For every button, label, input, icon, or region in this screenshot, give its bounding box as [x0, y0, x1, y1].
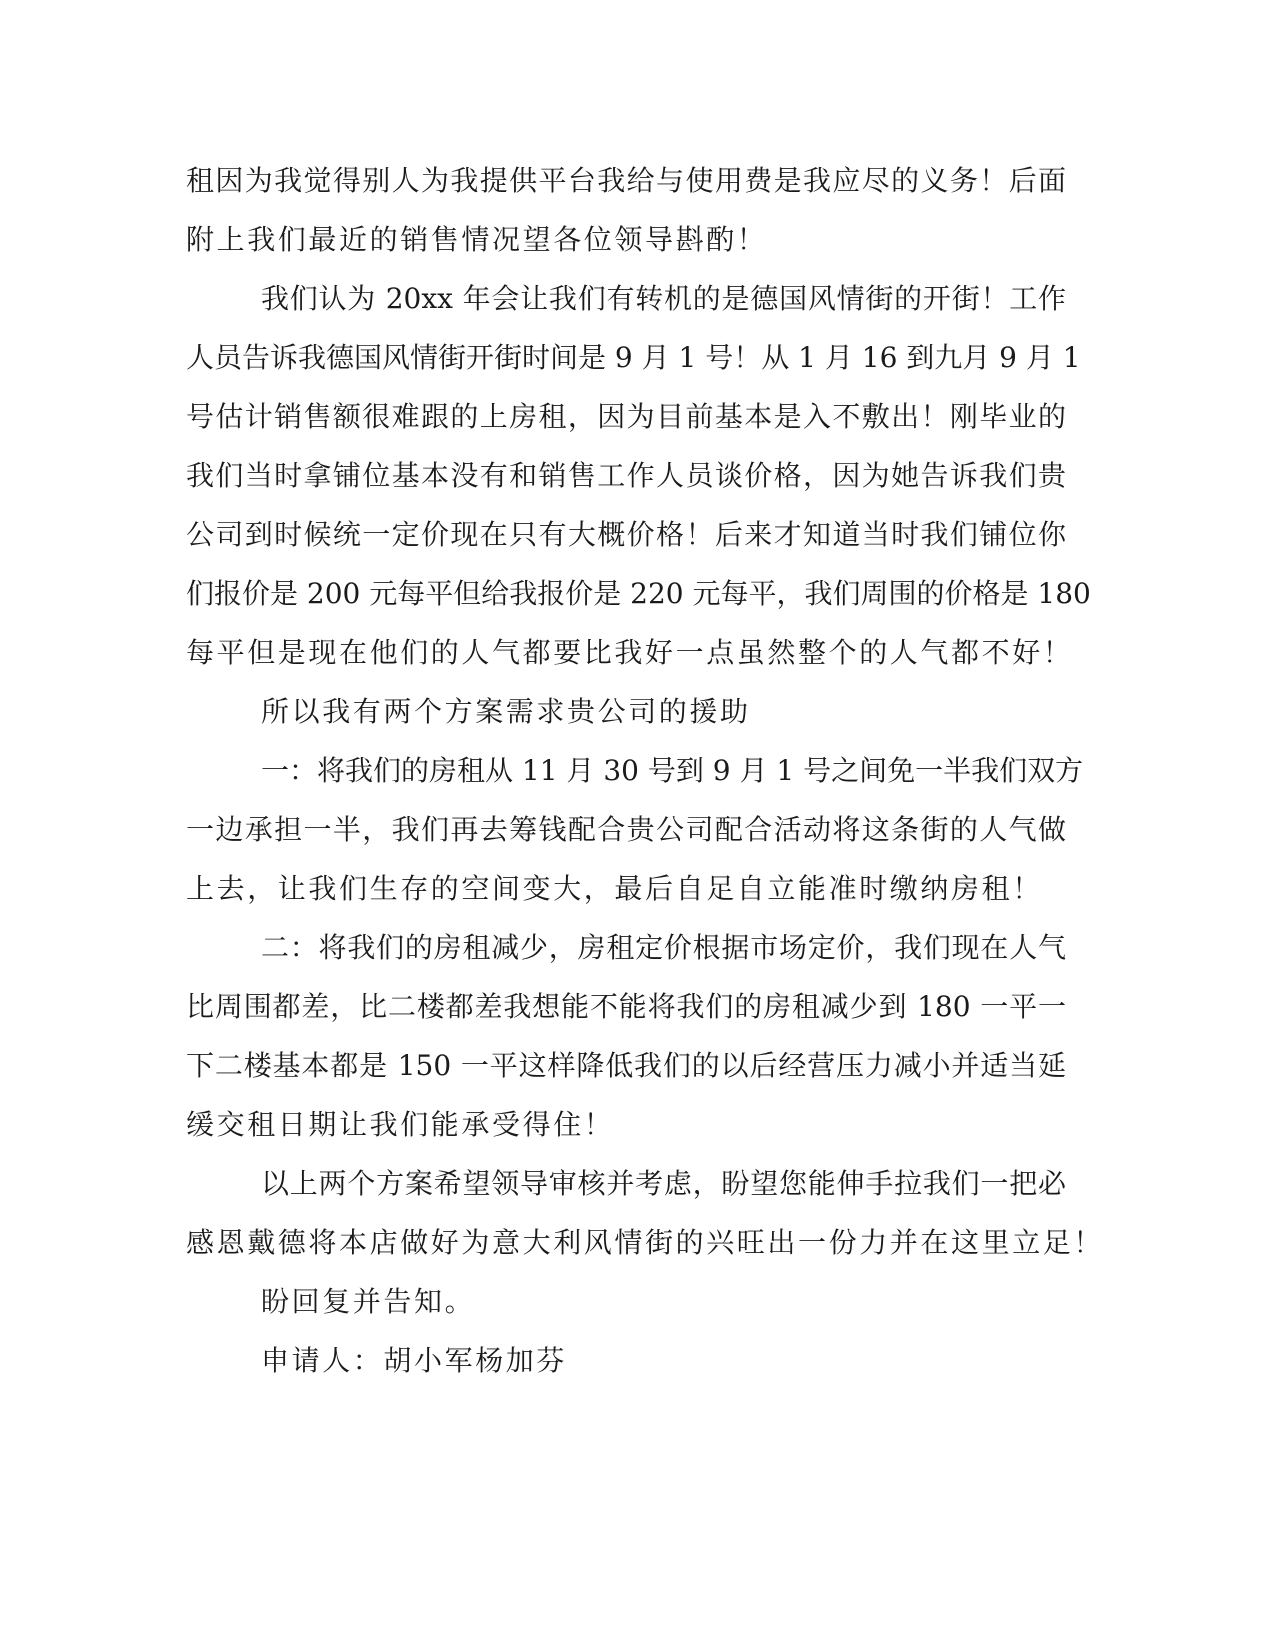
text-line: 一边承担一半，我们再去筹钱配合贵公司配合活动将这条街的人气做 — [186, 813, 1066, 846]
text-line: 人员告诉我德国风情街开街时间是 9 月 1 号！从 1 月 16 到九月 9 月 1 — [186, 341, 1081, 374]
paragraph-start-line: 二：将我们的房租减少，房租定价根据市场定价，我们现在人气 — [261, 931, 1066, 964]
text-line: 租因为我觉得别人为我提供平台我给与使用费是我应尽的义务！后面 — [186, 164, 1066, 197]
paragraph-start-line: 一：将我们的房租从 11 月 30 号到 9 月 1 号之间免一半我们双方 — [261, 754, 1084, 787]
text-line: 号估计销售额很难跟的上房租，因为目前基本是入不敷出！刚毕业的 — [186, 400, 1066, 433]
text-line: 附上我们最近的销售情况望各位领导斟酌！ — [186, 223, 768, 256]
applicant-signature-line: 申请人：胡小军杨加芬 — [261, 1344, 568, 1377]
text-line: 缓交租日期让我们能承受得住！ — [186, 1108, 615, 1141]
paragraph-start-line: 以上两个方案希望领导审核并考虑，盼望您能伸手拉我们一把必 — [261, 1167, 1066, 1200]
paragraph-start-line: 所以我有两个方案需求贵公司的援助 — [261, 695, 751, 728]
text-line: 下二楼基本都是 150 一平这样降低我们的以后经营压力减小并适当延 — [186, 1049, 1066, 1082]
closing-line: 盼回复并告知。 — [261, 1285, 476, 1318]
text-line: 我们当时拿铺位基本没有和销售工作人员谈价格，因为她告诉我们贵 — [186, 459, 1066, 492]
text-line: 上去，让我们生存的空间变大，最后自足自立能准时缴纳房租！ — [186, 872, 1043, 905]
text-line: 比周围都差，比二楼都差我想能不能将我们的房租减少到 180 一平一 — [186, 990, 1066, 1023]
paragraph-start-line: 我们认为 20xx 年会让我们有转机的是德国风情街的开街！工作 — [261, 282, 1066, 315]
text-line: 们报价是 200 元每平但给我报价是 220 元每平，我们周围的价格是 180 — [186, 577, 1091, 610]
text-line: 公司到时候统一定价现在只有大概价格！后来才知道当时我们铺位你 — [186, 518, 1066, 551]
text-line: 感恩戴德将本店做好为意大利风情街的兴旺出一份力并在这里立足！ — [186, 1226, 1105, 1259]
text-line: 每平但是现在他们的人气都要比我好一点虽然整个的人气都不好！ — [186, 636, 1074, 669]
